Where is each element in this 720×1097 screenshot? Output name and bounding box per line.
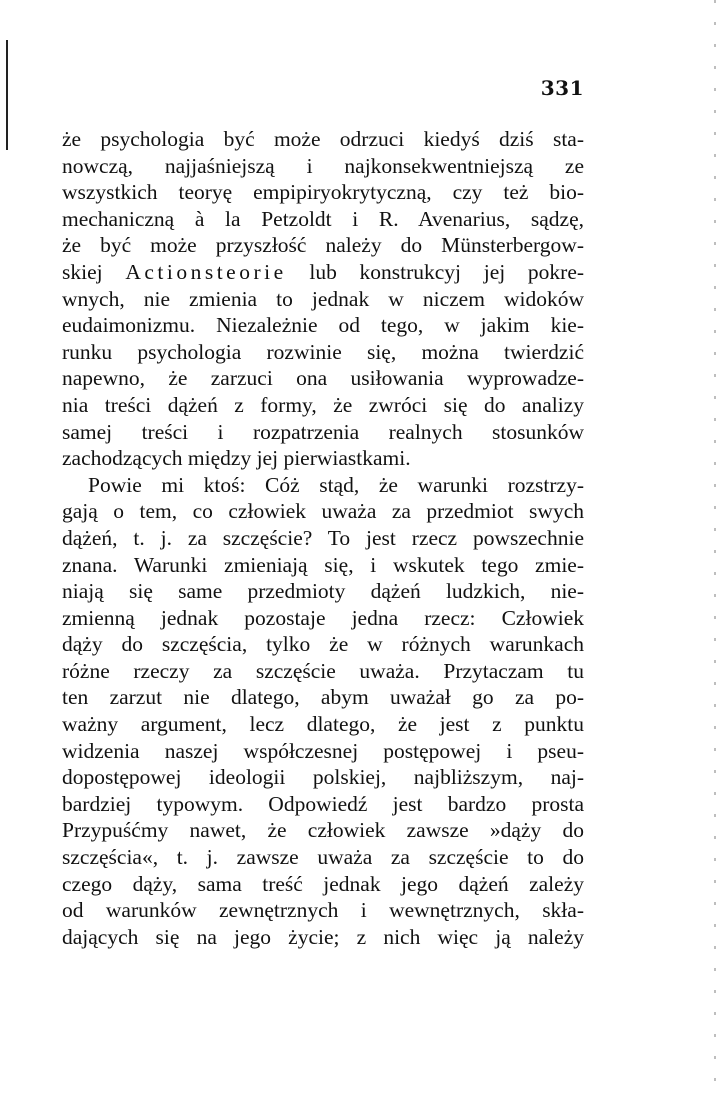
- text-line: znana. Warunki zmieniają się, i wskutek tego zmie-: [62, 552, 584, 577]
- text-line: gają o tem, co człowiek uważa za przedmiot swych: [62, 499, 584, 524]
- page-edge-mark: [6, 40, 8, 150]
- text-line: szczęścia«, t. j. zawsze uważa za szczęście to do: [62, 845, 584, 870]
- text-line: dąży do szczęścia, tylko że w różnych warunkach: [62, 632, 584, 657]
- text-line: eudaimonizmu. Niezależnie od tego, w jakim kie-: [62, 313, 584, 338]
- text-line: ten zarzut nie dlatego, abym uważał go za po-: [62, 685, 584, 710]
- text-line-composite: [62, 259, 584, 286]
- text-line: dopostępowej ideologii polskiej, najbliższym, naj-: [62, 765, 584, 790]
- text-line: niają się same przedmioty dążeń ludzkich, nie-: [62, 579, 584, 604]
- text-line: czego dąży, sama treść jednak jego dążeń zależy: [62, 871, 584, 896]
- text-line: Powie mi ktoś: Cóż stąd, że warunki rozstrzy-: [88, 472, 584, 497]
- text-line: mechaniczną à la Petzoldt i R. Avenarius, sądzę,: [62, 206, 584, 231]
- text-line: samej treści i rozpatrzenia realnych stosunków: [62, 419, 584, 444]
- page-number: 331: [540, 76, 584, 100]
- text-line: Przypuśćmy nawet, że człowiek zawsze »dąży do: [62, 818, 584, 843]
- text-line: napewno, że zarzuci ona usiłowania wyprowadze-: [62, 366, 584, 391]
- text-line: nowczą, najjaśniejszą i najkonsekwentniejszą ze: [62, 153, 584, 178]
- text-fragment: lub konstrukcyj jej pokre-: [309, 259, 585, 284]
- text-line: zmienną jednak pozostaje jedna rzecz: Człowiek: [62, 605, 584, 630]
- text-line: runku psychologia rozwinie się, można twierdzić: [62, 339, 584, 364]
- text-line: bardziej typowym. Odpowiedź jest bardzo prosta: [62, 791, 584, 816]
- binding-edge: [714, 0, 716, 1097]
- text-line: ważny argument, lecz dlatego, że jest z punktu: [62, 712, 584, 737]
- body-text: [62, 126, 584, 950]
- text-line: widzenia naszej współczesnej postępowej i pseu-: [62, 738, 584, 763]
- text-fragment: skiej: [62, 259, 103, 284]
- text-line: nia treści dążeń z formy, że zwróci się do analizy: [62, 392, 584, 417]
- text-line: wnych, nie zmienia to jednak w niczem widoków: [62, 286, 584, 311]
- text-line: dających się na jego życie; z nich więc ją należy: [62, 924, 584, 949]
- text-line: różne rzeczy za szczęście uważa. Przytaczam tu: [62, 658, 584, 683]
- emphasized-term: Actionsteorie: [125, 259, 287, 284]
- text-line: że psychologia być może odrzuci kiedyś dziś sta-: [62, 127, 584, 151]
- text-line: zachodzących między jej pierwiastkami.: [62, 446, 411, 471]
- text-line: że być może przyszłość należy do Münsterbergow-: [62, 233, 584, 258]
- text-line: od warunków zewnętrznych i wewnętrznych, skła-: [62, 898, 584, 923]
- text-line: wszystkich teoryę empipiryokrytyczną, czy też bio-: [62, 180, 584, 205]
- text-line: dążeń, t. j. za szczęście? To jest rzecz powszechnie: [62, 525, 584, 550]
